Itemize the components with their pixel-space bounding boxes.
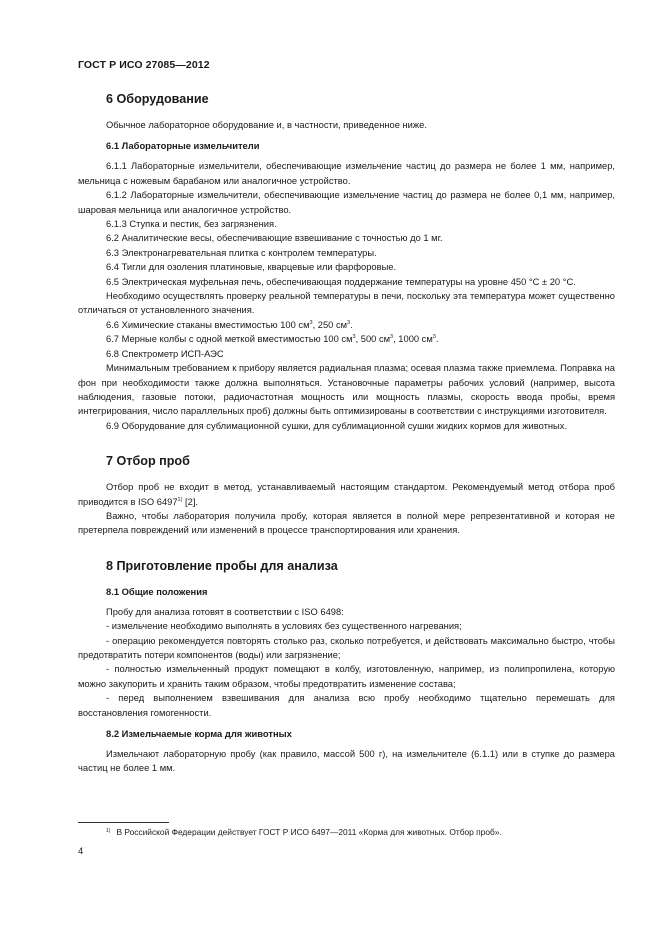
subsection-6-1-title: 6.1 Лабораторные измельчители xyxy=(106,140,260,152)
item-6-5-note: Необходимо осуществлять проверку реальной температуры в печи, поскольку эта температура может существенно отличаться от установленного значения. xyxy=(78,291,615,316)
section-7-paragraph-1: Отбор проб не входит в метод, устанавливаемый настоящим стандартом. Рекомендуемый метод отбора проб приводится в ISO 6497$^{1)}$ [2]. xyxy=(78,482,615,507)
cube-superscript: 3 xyxy=(352,334,356,341)
document-header: ГОСТ Р ИСО 27085—2012 xyxy=(78,59,210,71)
item-6-9: 6.9 Оборудование для сублимационной сушки, для сублимационной сушки жидких кормов для животных. xyxy=(106,420,568,431)
item-6-1-3: 6.1.3 Ступка и пестик, без загрязнения. xyxy=(106,219,277,230)
section-8-1-line: - полностью измельченный продукт помещают в колбу, изготовленную, например, из полипропилена, которую можно закупорить и хранить таким образом, чтобы предотвратить изменение состава; xyxy=(78,664,615,689)
page-body xyxy=(78,90,615,776)
cube-superscript: 3 xyxy=(390,334,394,341)
footnote xyxy=(106,827,502,838)
item-6-3: 6.3 Электронагревательная плитка с контролем температуры. xyxy=(106,247,377,258)
cube-superscript: 3 xyxy=(347,319,351,326)
section-8-1-line: - перед выполнением взвешивания для анализа всю пробу необходимо тщательно перемешать для восстановления гомогенности. xyxy=(78,693,615,718)
item-6-4: 6.4 Тигли для озоления платиновые, кварцевые или фарфоровые. xyxy=(106,262,397,273)
item-6-1-1: 6.1.1 Лабораторные измельчители, обеспечивающие измельчение частиц до размера не более 1 мм, например, мельница с ножевым барабаном или аналогичное устройство. xyxy=(78,161,615,186)
section-8-1-line: Пробу для анализа готовят в соответствии с ISO 6498: xyxy=(106,606,344,617)
cube-superscript: 3 xyxy=(432,334,436,341)
footnote-separator xyxy=(78,822,169,823)
item-6-6: 6.6 Химические стаканы вместимостью 100 $см^3$, 250 $см^3$. xyxy=(106,319,353,330)
section-6-title: 6 Оборудование xyxy=(106,92,209,106)
item-6-2: 6.2 Аналитические весы, обеспечивающие взвешивание с точностью до 1 мг. xyxy=(106,233,443,244)
section-8-2-text: Измельчают лабораторную пробу (как правило, массой 500 г), на измельчителе (6.1.1) или в ступке до размера частиц не более 1 мм. xyxy=(78,749,615,774)
page-number: 4 xyxy=(78,845,84,856)
item-6-1-2: 6.1.2 Лабораторные измельчители, обеспечивающие измельчение частиц до размера не более 0,1 мм, например, шаровая мельница или аналогичное устройство. xyxy=(78,190,615,215)
subsection-8-2-title: 8.2 Измельчаемые корма для животных xyxy=(106,728,292,739)
item-6-8: 6.8 Спектрометр ИСП-АЭС xyxy=(106,348,224,359)
section-8-title: 8 Приготовление пробы для анализа xyxy=(106,558,338,573)
section-7-paragraph-2: Важно, чтобы лаборатория получила пробу, которая является в полной мере репрезентативной и которая не претерпела повреждений или изменений в процессе транспортирования или хранения. xyxy=(78,510,615,536)
cube-superscript: 3 xyxy=(309,319,313,326)
item-6-5: 6.5 Электрическая муфельная печь, обеспечивающая поддержание температуры на уровне 450 °С ± 20 °С. xyxy=(106,276,576,287)
item-6-7: 6.7 Мерные колбы с одной меткой вместимостью 100 $см^3$, 500 $см^3$, 1000 $см^3$. xyxy=(106,334,439,345)
footnote-ref: 1) xyxy=(177,496,183,503)
item-6-8-requirements: Минимальным требованием к прибору является радиальная плазма; осевая плазма также приемлема. Поправка на фон при необходимости также должна выполняться. Установочные параметры рабочих условий (например, высота наблюдения, газовые потоки, радиочастотная мощность или мощность плазмы, скорость ввода пробы, время интегрирования, число параллельных проб) должны быть оптимизированы в соответствии с инструкциями изготовителя. xyxy=(78,363,615,417)
section-7-title: 7 Отбор проб xyxy=(106,454,190,469)
section-8-1-line: - операцию рекомендуется повторять столько раз, сколько потребуется, и действовать максимально быстро, чтобы предотвратить потери компонентов (воды) или загрязнение; xyxy=(78,635,615,660)
footnote-marker: 1) xyxy=(106,828,111,834)
footnote-text: В Российской Федерации действует ГОСТ Р ИСО 6497—2011 «Корма для животных. Отбор проб». xyxy=(116,827,502,837)
section-8-1-line: - измельчение необходимо выполнять в условиях без существенного нагревания; xyxy=(106,621,462,632)
section-6-intro: Обычное лабораторное оборудование и, в частности, приведенное ниже. xyxy=(106,120,427,130)
subsection-8-1-title: 8.1 Общие положения xyxy=(106,585,208,597)
